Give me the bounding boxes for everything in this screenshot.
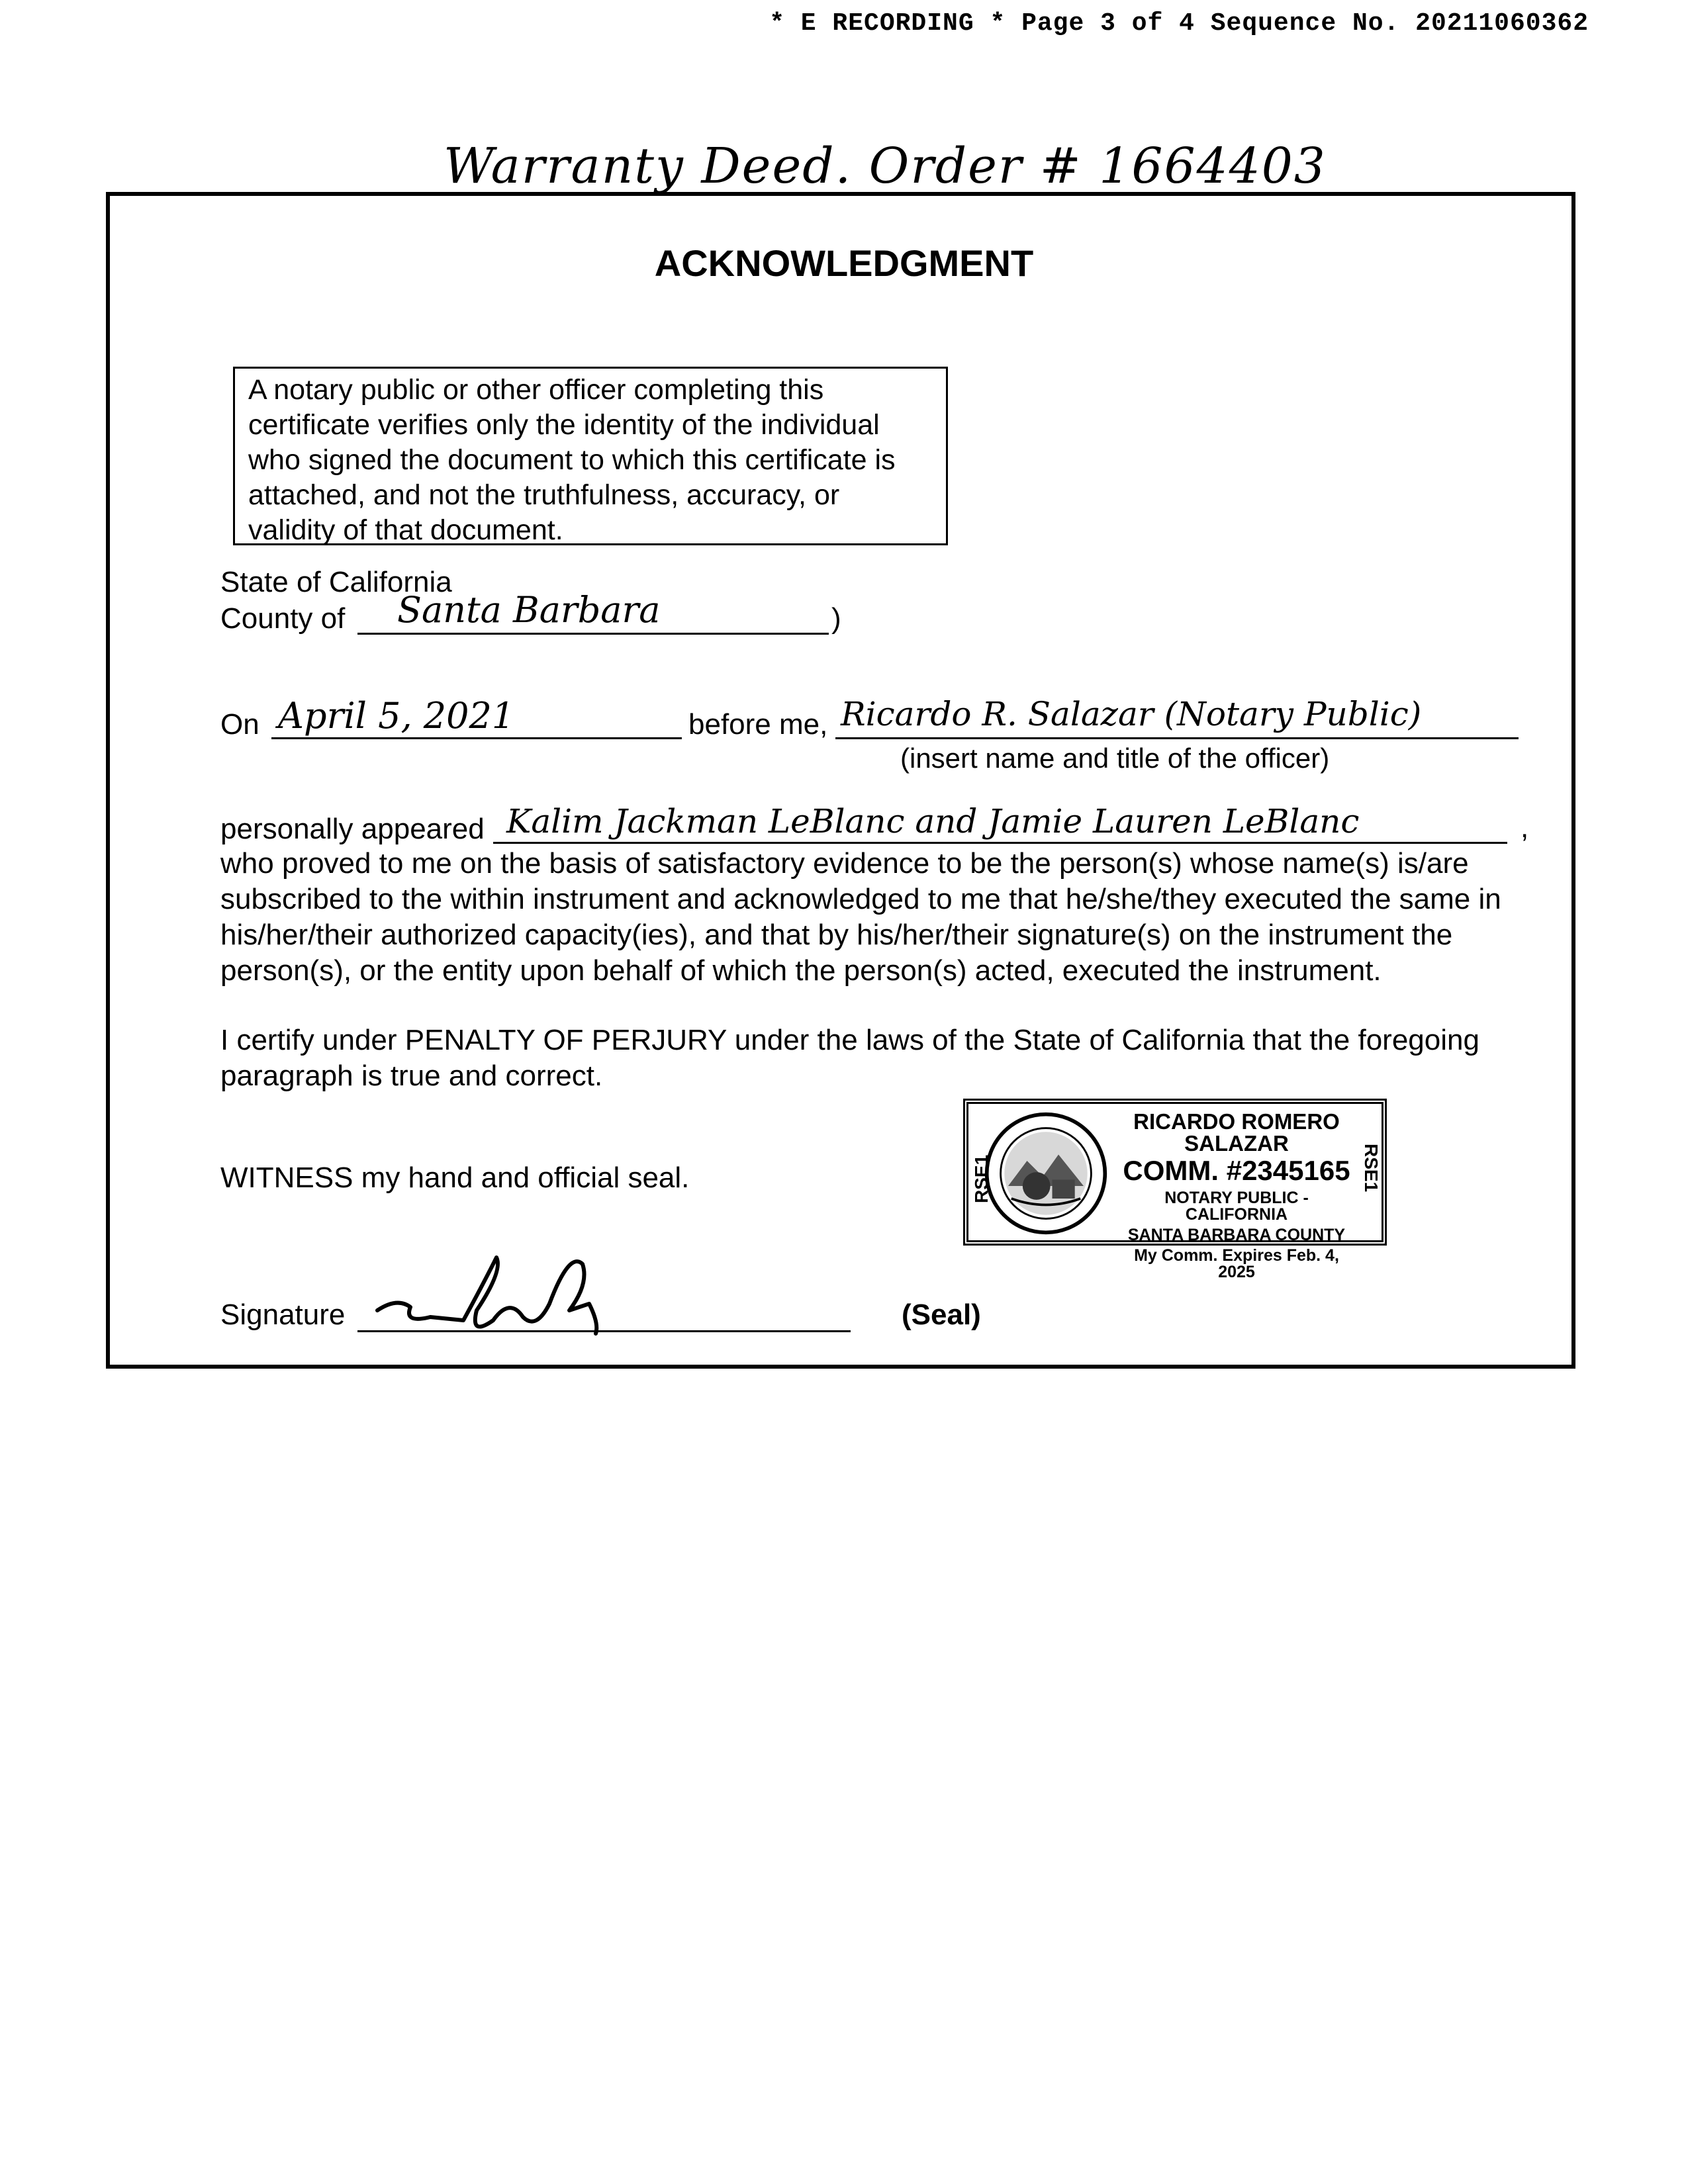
date-value: April 5, 2021 xyxy=(278,695,515,737)
handwritten-signature xyxy=(371,1244,649,1343)
state-seal-emblem xyxy=(983,1111,1109,1236)
form-title: ACKNOWLEDGMENT xyxy=(654,242,1034,284)
state-line: State of California xyxy=(220,566,452,598)
notary-notice-box: A notary public or other officer completing this certificate verifies only the identity of the individual who signed the document to which this certificate is attached, and not the truthfulness, accuracy, or validity of that document. xyxy=(233,367,948,545)
seal-text-block xyxy=(1114,1107,1359,1281)
notary-seal-stamp xyxy=(963,1099,1387,1281)
officer-value: Ricardo R. Salazar (Notary Public) xyxy=(841,695,1422,733)
seal-side-code-right: RSE1 xyxy=(1361,1144,1382,1193)
seal-county: SANTA BARBARA COUNTY xyxy=(1127,1226,1346,1244)
appeared-underline xyxy=(493,842,1507,844)
witness-line: WITNESS my hand and official seal. xyxy=(220,1161,690,1194)
date-underline xyxy=(271,737,682,739)
recording-header: * E RECORDING * Page 3 of 4 Sequence No. 20211060362 xyxy=(769,9,1589,38)
seal-label: (Seal) xyxy=(902,1298,981,1331)
county-close-paren: ) xyxy=(831,602,841,635)
signature-label: Signature xyxy=(220,1298,346,1331)
appeared-label: personally appeared xyxy=(220,813,485,845)
county-label: County of xyxy=(220,602,346,635)
appeared-value: Kalim Jackman LeBlanc and Jamie Lauren LeBlanc xyxy=(506,802,1360,841)
handwritten-deed-note: Warranty Deed. Order # 1664403 xyxy=(444,138,1327,195)
seal-name: RICARDO ROMERO SALAZAR xyxy=(1133,1109,1340,1156)
perjury-paragraph: I certify under PENALTY OF PERJURY under the laws of the State of California that the foregoing paragraph is true and correct. xyxy=(220,1024,1479,1092)
before-me-label: before me, xyxy=(688,708,828,741)
officer-caption: (insert name and title of the officer) xyxy=(900,743,1330,774)
officer-underline xyxy=(835,737,1519,739)
on-label: On xyxy=(220,708,259,741)
seal-expires: My Comm. Expires Feb. 4, 2025 xyxy=(1134,1246,1339,1281)
appeared-comma: , xyxy=(1521,811,1529,844)
seal-commission: COMM. #2345165 xyxy=(1123,1155,1350,1186)
seal-side-code-left: RSE1 xyxy=(971,1154,992,1203)
body-paragraph: who proved to me on the basis of satisfactory evidence to be the person(s) whose name(s) is/are subscribed to the within instrument and acknowledged to me that he/she/they executed the same in his/her/their authorized capacity(ies), and that by his/her/their signature(s) on the instrument the person(s), or the entity upon behalf of which the person(s) acted, executed the instrument. xyxy=(220,847,1501,987)
county-underline xyxy=(357,633,829,635)
seal-title: NOTARY PUBLIC - CALIFORNIA xyxy=(1164,1189,1309,1224)
county-value: Santa Barbara xyxy=(397,589,661,631)
